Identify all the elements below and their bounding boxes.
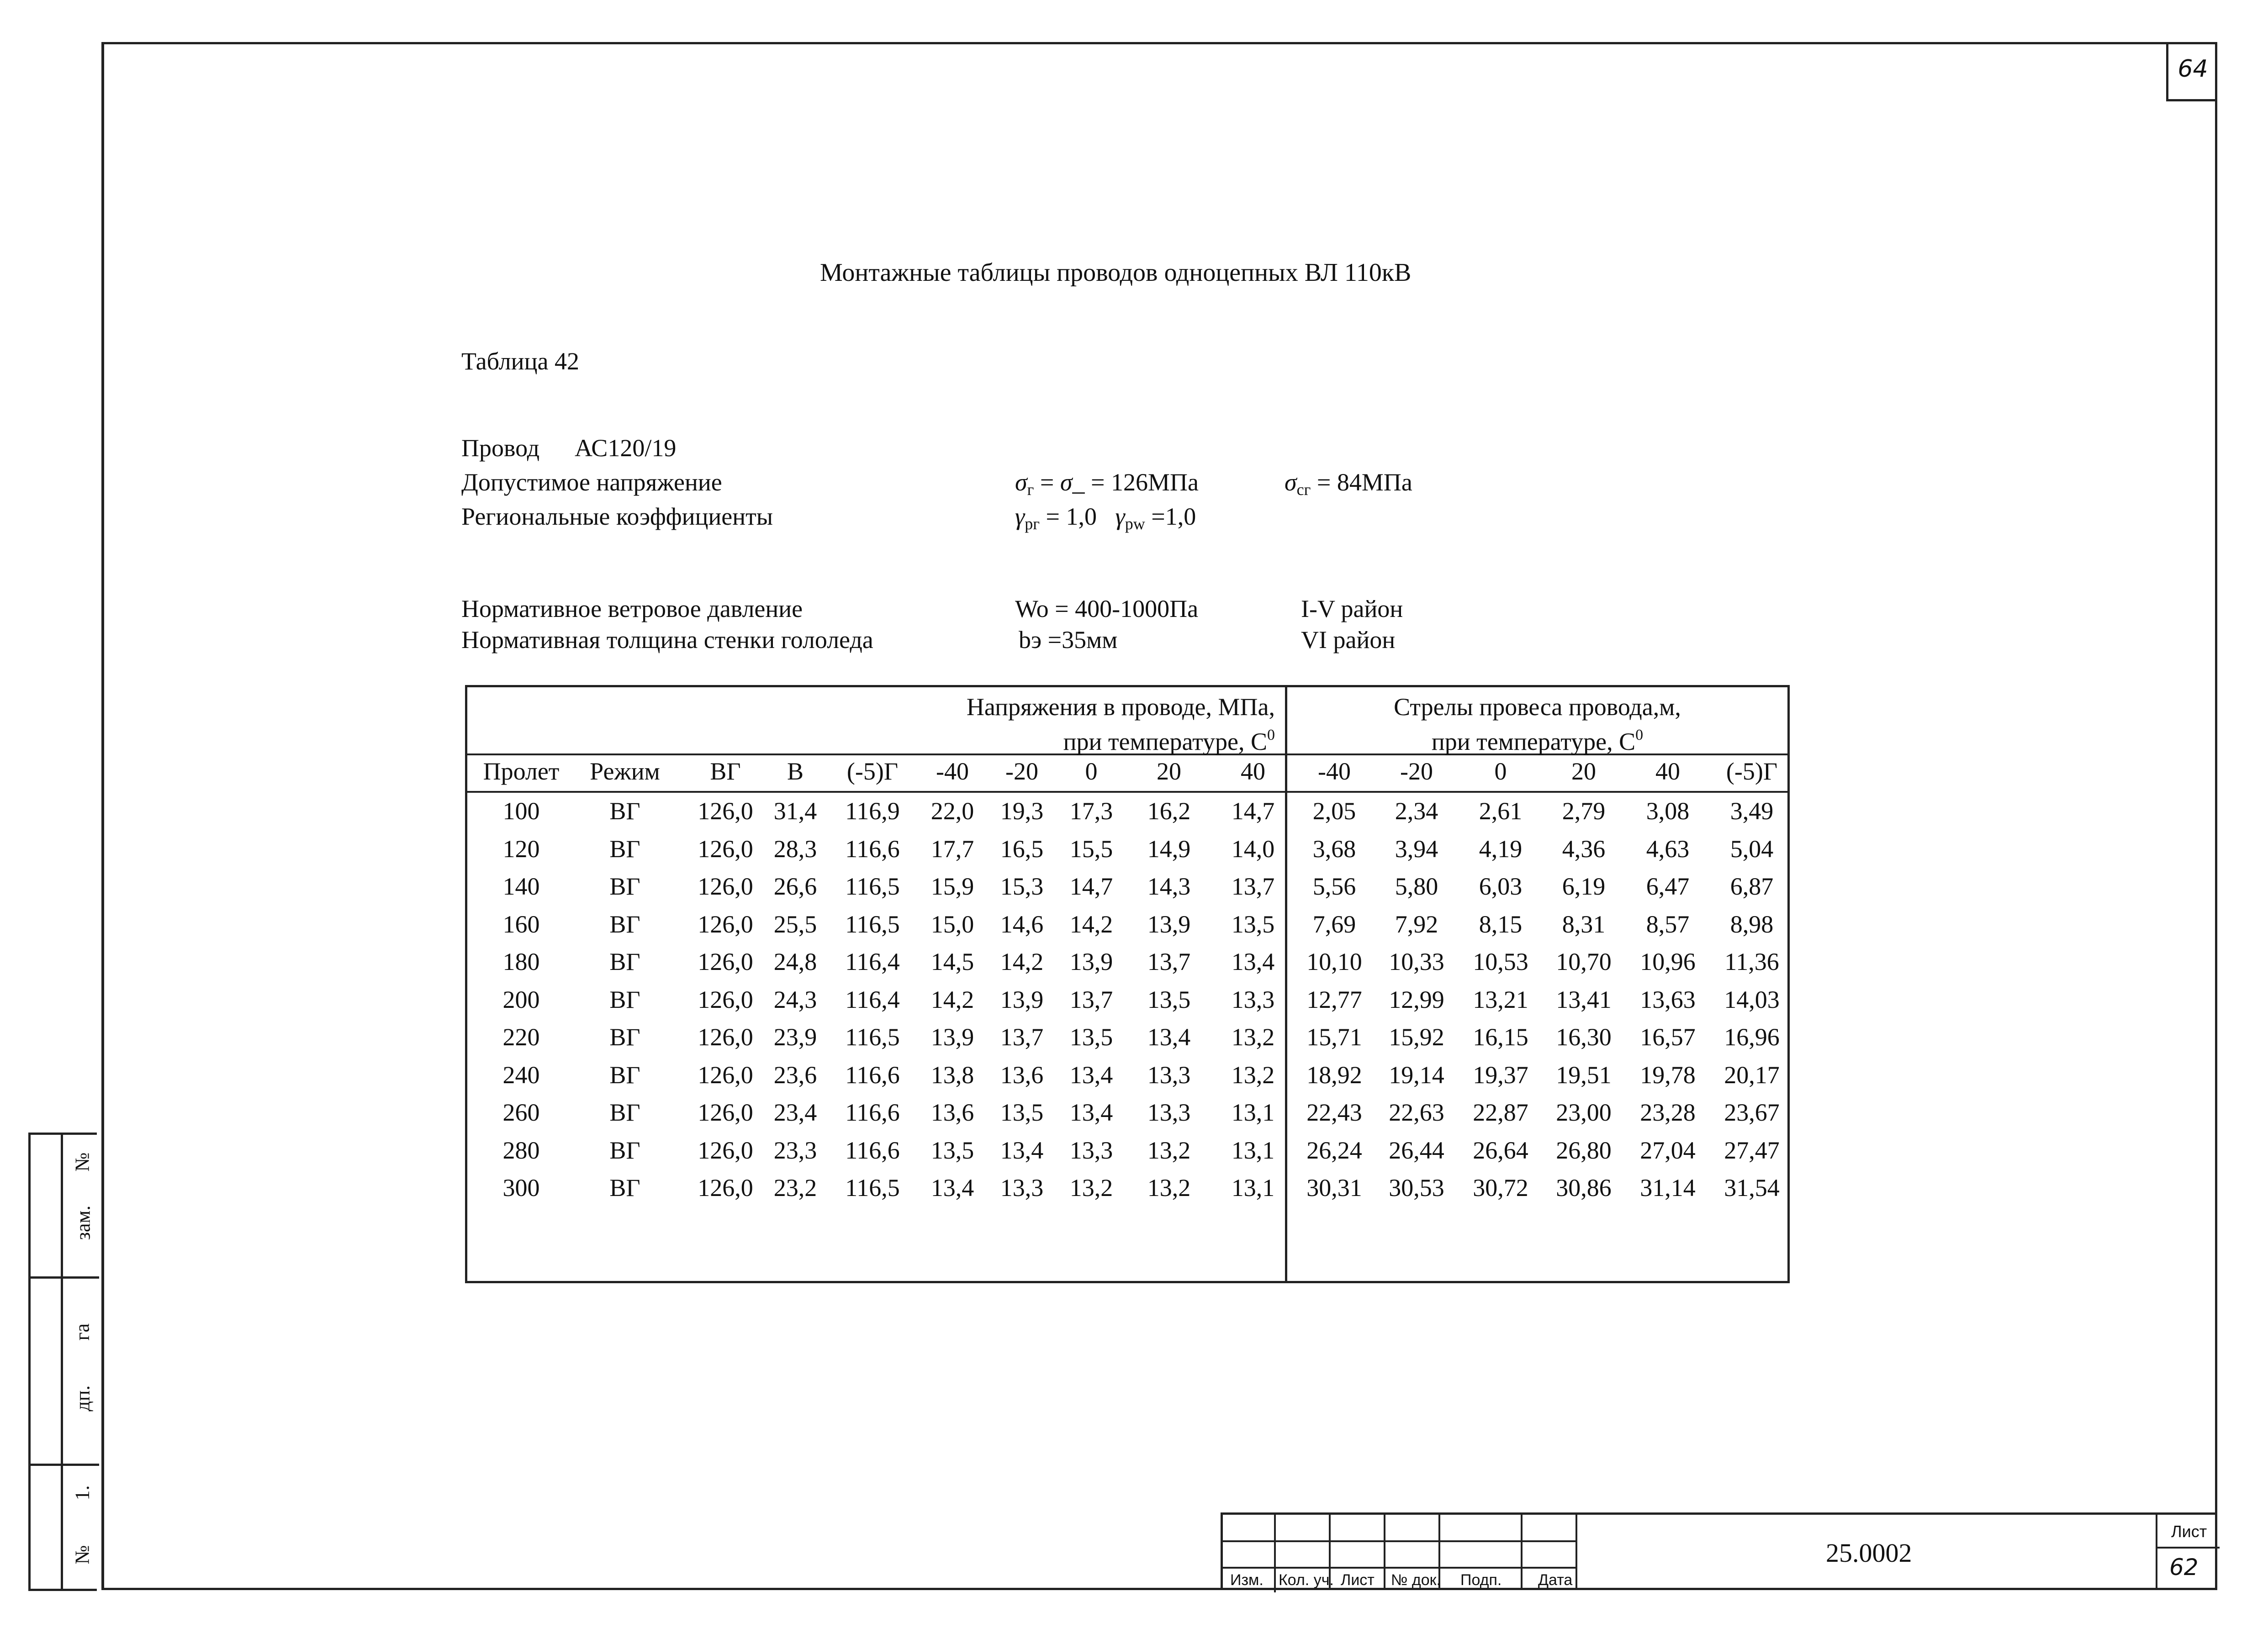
column-header: 0 bbox=[1085, 758, 1098, 785]
column-header: -20 bbox=[1005, 758, 1038, 785]
tb-label: Кол. уч. bbox=[1279, 1571, 1334, 1589]
table-cell: 4,63 bbox=[1646, 835, 1690, 863]
allowable-stress-label: Допустимое напряжение bbox=[461, 469, 722, 496]
table-cell: 13,2 bbox=[1147, 1174, 1191, 1201]
strip-divider bbox=[61, 1135, 63, 1589]
tb-divider bbox=[1521, 1515, 1523, 1590]
column-header: 20 bbox=[1157, 758, 1181, 785]
strip-text: га bbox=[71, 1323, 94, 1341]
table-cell: 2,79 bbox=[1562, 797, 1606, 825]
table-cell: 5,04 bbox=[1730, 835, 1774, 863]
table-cell: 220 bbox=[502, 1023, 540, 1051]
table-cell: 6,87 bbox=[1730, 873, 1774, 900]
strip-text: 1. bbox=[71, 1485, 94, 1501]
table-cell: 16,96 bbox=[1724, 1023, 1780, 1051]
table-cell: 23,28 bbox=[1640, 1099, 1696, 1126]
table-cell: 16,2 bbox=[1147, 797, 1191, 825]
table-cell: 300 bbox=[502, 1174, 540, 1201]
table-cell: 2,61 bbox=[1479, 797, 1523, 825]
table-cell: 19,37 bbox=[1473, 1061, 1528, 1089]
table-cell: 13,4 bbox=[1069, 1099, 1113, 1126]
table-cell: 22,87 bbox=[1473, 1099, 1528, 1126]
table-cell: 13,7 bbox=[1069, 985, 1113, 1013]
table-cell: 3,08 bbox=[1646, 797, 1690, 825]
table-cell: 18,92 bbox=[1306, 1061, 1362, 1089]
table-cell: 13,1 bbox=[1231, 1174, 1275, 1201]
table-cell: 5,80 bbox=[1395, 873, 1438, 900]
table-cell: 16,57 bbox=[1640, 1023, 1696, 1051]
wind-region: I-V район bbox=[1301, 595, 1403, 622]
table-cell: ВГ bbox=[609, 1023, 640, 1051]
table-cell: 126,0 bbox=[698, 873, 753, 900]
column-header: ВГ bbox=[710, 758, 741, 785]
table-cell: ВГ bbox=[609, 948, 640, 975]
table-cell: 14,7 bbox=[1069, 873, 1113, 900]
table-cell: 13,1 bbox=[1231, 1136, 1275, 1164]
table-cell: 5,56 bbox=[1312, 873, 1356, 900]
tb-divider bbox=[1274, 1515, 1276, 1592]
table-cell: 15,0 bbox=[930, 910, 974, 938]
table-divider bbox=[467, 791, 1787, 793]
regional-coeffs-label: Региональные коэффициенты bbox=[461, 503, 773, 530]
table-cell: 13,5 bbox=[1147, 985, 1191, 1013]
table-cell: 13,2 bbox=[1069, 1174, 1113, 1201]
table-cell: 10,96 bbox=[1640, 948, 1696, 975]
tb-divider bbox=[2156, 1547, 2220, 1549]
table-cell: 15,9 bbox=[930, 873, 974, 900]
table-cell: 28,3 bbox=[773, 835, 817, 863]
table-cell: 13,3 bbox=[1147, 1061, 1191, 1089]
table-cell: 13,4 bbox=[1069, 1061, 1113, 1089]
column-header: 40 bbox=[1241, 758, 1265, 785]
column-header: -40 bbox=[936, 758, 969, 785]
table-cell: 22,43 bbox=[1306, 1099, 1362, 1126]
wire-label: Провод bbox=[461, 434, 540, 462]
table-cell: 13,63 bbox=[1640, 985, 1696, 1013]
table-cell: 13,9 bbox=[1069, 948, 1113, 975]
allowable-stress-formula: $\sigma_г$ = σ_ = 126МПа bbox=[1015, 469, 1199, 499]
column-header: 0 bbox=[1494, 758, 1507, 785]
table-cell: 3,94 bbox=[1395, 835, 1438, 863]
table-cell: 8,98 bbox=[1730, 910, 1774, 938]
tb-divider bbox=[1223, 1540, 1575, 1542]
tb-label: Лист bbox=[1341, 1571, 1375, 1589]
table-cell: 13,5 bbox=[1069, 1023, 1113, 1051]
column-header: (-5)Г bbox=[846, 758, 899, 785]
sag-header: Стрелы провеса провода,м, при температуре, $С^0$ bbox=[1394, 693, 1681, 755]
table-cell: 116,6 bbox=[845, 1136, 900, 1164]
table-cell: 13,5 bbox=[1231, 910, 1275, 938]
table-cell: 11,36 bbox=[1724, 948, 1779, 975]
ice-label: Нормативная толщина стенки гололеда bbox=[461, 626, 873, 653]
table-cell: 180 bbox=[502, 948, 540, 975]
table-cell: 116,5 bbox=[845, 1174, 900, 1201]
table-cell: 13,3 bbox=[1069, 1136, 1113, 1164]
table-cell: 13,21 bbox=[1473, 985, 1528, 1013]
table-cell: 10,33 bbox=[1389, 948, 1444, 975]
table-cell: 23,4 bbox=[773, 1099, 817, 1126]
tb-label: № док. bbox=[1391, 1571, 1441, 1589]
table-cell: 19,51 bbox=[1556, 1061, 1612, 1089]
table-cell: 15,71 bbox=[1306, 1023, 1362, 1051]
table-cell: 126,0 bbox=[698, 948, 753, 975]
table-cell: 200 bbox=[502, 985, 540, 1013]
table-cell: ВГ bbox=[609, 835, 640, 863]
table-cell: 27,04 bbox=[1640, 1136, 1696, 1164]
table-cell: 160 bbox=[502, 910, 540, 938]
tb-label: Изм. bbox=[1230, 1571, 1264, 1589]
table-cell: 23,00 bbox=[1556, 1099, 1612, 1126]
doc-number: 25.0002 bbox=[1826, 1538, 1912, 1568]
table-cell: 26,80 bbox=[1556, 1136, 1612, 1164]
strip-text: № bbox=[71, 1152, 94, 1172]
table-cell: 13,2 bbox=[1147, 1136, 1191, 1164]
table-cell: 13,41 bbox=[1556, 985, 1612, 1013]
sheet-label: Лист bbox=[2171, 1522, 2207, 1541]
table-cell: 17,3 bbox=[1069, 797, 1113, 825]
column-header: В bbox=[787, 758, 804, 785]
table-cell: 126,0 bbox=[698, 797, 753, 825]
table-cell: 6,19 bbox=[1562, 873, 1606, 900]
table-cell: 13,7 bbox=[1231, 873, 1275, 900]
table-cell: 116,4 bbox=[845, 985, 900, 1013]
table-cell: 8,15 bbox=[1479, 910, 1523, 938]
column-header: -20 bbox=[1400, 758, 1433, 785]
column-header: 40 bbox=[1655, 758, 1680, 785]
table-cell: ВГ bbox=[609, 873, 640, 900]
table-cell: 23,2 bbox=[773, 1174, 817, 1201]
table-cell: 10,53 bbox=[1473, 948, 1528, 975]
table-cell: 16,15 bbox=[1473, 1023, 1528, 1051]
tb-divider bbox=[1223, 1567, 1575, 1569]
table-cell: 13,7 bbox=[1000, 1023, 1044, 1051]
table-cell: 6,47 bbox=[1646, 873, 1690, 900]
table-cell: 13,2 bbox=[1231, 1061, 1275, 1089]
table-cell: 13,3 bbox=[1000, 1174, 1044, 1201]
stress-header: Напряжения в проводе, МПа, при температуре, $С^0$ bbox=[966, 693, 1275, 755]
table-cell: 14,7 bbox=[1231, 797, 1275, 825]
table-cell: 12,77 bbox=[1306, 985, 1362, 1013]
table-cell: 7,92 bbox=[1395, 910, 1438, 938]
table-cell: 13,9 bbox=[1147, 910, 1191, 938]
table-cell: 2,34 bbox=[1395, 797, 1438, 825]
table-cell: 260 bbox=[502, 1099, 540, 1126]
table-cell: 100 bbox=[502, 797, 540, 825]
strip-text: зам. bbox=[72, 1205, 95, 1240]
table-cell: 13,3 bbox=[1147, 1099, 1191, 1126]
title-block bbox=[1221, 1512, 2217, 1590]
tb-label: Подп. bbox=[1460, 1571, 1502, 1589]
table-cell: 14,03 bbox=[1724, 985, 1780, 1013]
table-cell: 14,6 bbox=[1000, 910, 1044, 938]
sheet-number: 62 bbox=[2169, 1554, 2199, 1581]
table-cell: 10,10 bbox=[1306, 948, 1362, 975]
table-cell: 4,19 bbox=[1479, 835, 1523, 863]
strip-divider bbox=[31, 1276, 99, 1279]
table-cell: 116,6 bbox=[845, 1061, 900, 1089]
wind-label: Нормативное ветровое давление bbox=[461, 595, 803, 622]
table-cell: 14,5 bbox=[930, 948, 974, 975]
table-cell: 30,86 bbox=[1556, 1174, 1612, 1201]
table-cell: 17,7 bbox=[930, 835, 974, 863]
table-cell: 22,63 bbox=[1389, 1099, 1444, 1126]
table-cell: 14,9 bbox=[1147, 835, 1191, 863]
regional-coeffs-formula: $\gamma_{pг} = 1,0$ $\gamma_{pw} =1,0$ bbox=[1015, 503, 1196, 533]
table-cell: 26,64 bbox=[1473, 1136, 1528, 1164]
table-cell: 19,14 bbox=[1389, 1061, 1444, 1089]
strip-text: дп. bbox=[71, 1385, 94, 1412]
table-cell: 15,5 bbox=[1069, 835, 1113, 863]
table-cell: 13,6 bbox=[930, 1099, 974, 1126]
table-cell: ВГ bbox=[609, 985, 640, 1013]
table-cell: 10,70 bbox=[1556, 948, 1612, 975]
table-cell: 13,9 bbox=[1000, 985, 1044, 1013]
table-cell: 126,0 bbox=[698, 1023, 753, 1051]
table-cell: 26,6 bbox=[773, 873, 817, 900]
table-cell: 20,17 bbox=[1724, 1061, 1780, 1089]
table-cell: 116,6 bbox=[845, 835, 900, 863]
table-cell: 13,1 bbox=[1231, 1099, 1275, 1126]
table-cell: 116,5 bbox=[845, 873, 900, 900]
table-cell: 30,31 bbox=[1306, 1174, 1362, 1201]
table-cell: 13,4 bbox=[930, 1174, 974, 1201]
table-cell: 31,4 bbox=[773, 797, 817, 825]
table-cell: 280 bbox=[502, 1136, 540, 1164]
column-header: 20 bbox=[1571, 758, 1596, 785]
table-cell: 13,5 bbox=[930, 1136, 974, 1164]
table-cell: 16,5 bbox=[1000, 835, 1044, 863]
table-cell: 116,6 bbox=[845, 1099, 900, 1126]
table-cell: 6,03 bbox=[1479, 873, 1523, 900]
table-cell: 23,6 bbox=[773, 1061, 817, 1089]
table-cell: 14,2 bbox=[1000, 948, 1044, 975]
table-cell: 24,3 bbox=[773, 985, 817, 1013]
table-cell: 120 bbox=[502, 835, 540, 863]
table-cell: ВГ bbox=[609, 797, 640, 825]
table-cell: 126,0 bbox=[698, 1174, 753, 1201]
page-title: Монтажные таблицы проводов одноцепных ВЛ 110кВ bbox=[820, 258, 1412, 287]
table-cell: 116,9 bbox=[845, 797, 900, 825]
table-cell: 19,78 bbox=[1640, 1061, 1696, 1089]
table-cell: 23,3 bbox=[773, 1136, 817, 1164]
table-cell: ВГ bbox=[609, 1174, 640, 1201]
table-cell: 140 bbox=[502, 873, 540, 900]
table-cell: 13,8 bbox=[930, 1061, 974, 1089]
table-cell: 25,5 bbox=[773, 910, 817, 938]
table-cell: 116,4 bbox=[845, 948, 900, 975]
table-cell: 30,72 bbox=[1473, 1174, 1528, 1201]
table-cell: 26,44 bbox=[1389, 1136, 1444, 1164]
table-cell: 13,3 bbox=[1231, 985, 1275, 1013]
table-cell: 8,57 bbox=[1646, 910, 1690, 938]
column-header: Пролет bbox=[483, 758, 560, 785]
table-cell: 126,0 bbox=[698, 1136, 753, 1164]
sag-tension-table bbox=[465, 685, 1790, 1283]
wind-value: Wo = 400-1000Па bbox=[1015, 595, 1199, 622]
page-number-top: 64 bbox=[2166, 42, 2217, 101]
table-cell: 26,24 bbox=[1306, 1136, 1362, 1164]
column-header: Режим bbox=[590, 758, 660, 785]
table-cell: 14,2 bbox=[1069, 910, 1113, 938]
table-cell: 4,36 bbox=[1562, 835, 1606, 863]
table-cell: 3,49 bbox=[1730, 797, 1774, 825]
column-header: -40 bbox=[1318, 758, 1351, 785]
tb-divider bbox=[1384, 1515, 1385, 1590]
table-cell: 13,4 bbox=[1147, 1023, 1191, 1051]
table-cell: 14,3 bbox=[1147, 873, 1191, 900]
binding-strip bbox=[28, 1133, 97, 1591]
table-cell: 15,92 bbox=[1389, 1023, 1444, 1051]
table-cell: 13,4 bbox=[1000, 1136, 1044, 1164]
table-cell: 240 bbox=[502, 1061, 540, 1089]
table-label: Таблица 42 bbox=[461, 348, 579, 375]
table-cell: 16,30 bbox=[1556, 1023, 1612, 1051]
table-cell: 30,53 bbox=[1389, 1174, 1444, 1201]
table-cell: 19,3 bbox=[1000, 797, 1044, 825]
table-cell: 116,5 bbox=[845, 910, 900, 938]
table-cell: 15,3 bbox=[1000, 873, 1044, 900]
strip-divider bbox=[31, 1464, 99, 1466]
column-header: (-5)Г bbox=[1726, 758, 1778, 785]
tb-divider bbox=[1575, 1515, 1577, 1590]
table-cell: 31,14 bbox=[1640, 1174, 1696, 1201]
ice-region: VI район bbox=[1301, 626, 1396, 653]
table-cell: 27,47 bbox=[1724, 1136, 1780, 1164]
tb-label: Дата bbox=[1538, 1571, 1573, 1589]
wire-value: АС120/19 bbox=[575, 434, 677, 462]
table-cell: 23,9 bbox=[773, 1023, 817, 1051]
table-cell: 23,67 bbox=[1724, 1099, 1780, 1126]
table-cell: 13,4 bbox=[1231, 948, 1275, 975]
table-cell: 13,9 bbox=[930, 1023, 974, 1051]
table-cell: 126,0 bbox=[698, 985, 753, 1013]
table-cell: 126,0 bbox=[698, 1061, 753, 1089]
table-cell: ВГ bbox=[609, 1136, 640, 1164]
table-cell: 116,5 bbox=[845, 1023, 900, 1051]
table-cell: 126,0 bbox=[698, 835, 753, 863]
table-cell: 12,99 bbox=[1389, 985, 1444, 1013]
table-cell: 31,54 bbox=[1724, 1174, 1780, 1201]
table-cell: 8,31 bbox=[1562, 910, 1606, 938]
table-cell: 13,2 bbox=[1231, 1023, 1275, 1051]
table-cell: 22,0 bbox=[930, 797, 974, 825]
ice-value: bэ =35мм bbox=[1019, 626, 1118, 653]
table-cell: 13,6 bbox=[1000, 1061, 1044, 1089]
table-cell: ВГ bbox=[609, 910, 640, 938]
critical-stress-formula: $\sigma_{сг} = 84МПа$ bbox=[1285, 469, 1412, 499]
table-cell: 126,0 bbox=[698, 1099, 753, 1126]
table-cell: ВГ bbox=[609, 1099, 640, 1126]
table-cell: ВГ bbox=[609, 1061, 640, 1089]
table-cell: 7,69 bbox=[1312, 910, 1356, 938]
table-cell: 14,2 bbox=[930, 985, 974, 1013]
table-cell: 13,5 bbox=[1000, 1099, 1044, 1126]
table-cell: 126,0 bbox=[698, 910, 753, 938]
table-cell: 13,7 bbox=[1147, 948, 1191, 975]
table-cell: 14,0 bbox=[1231, 835, 1275, 863]
tb-divider bbox=[2156, 1515, 2157, 1590]
table-cell: 2,05 bbox=[1312, 797, 1356, 825]
strip-text: № bbox=[71, 1545, 94, 1565]
table-cell: 3,68 bbox=[1312, 835, 1356, 863]
table-cell: 24,8 bbox=[773, 948, 817, 975]
